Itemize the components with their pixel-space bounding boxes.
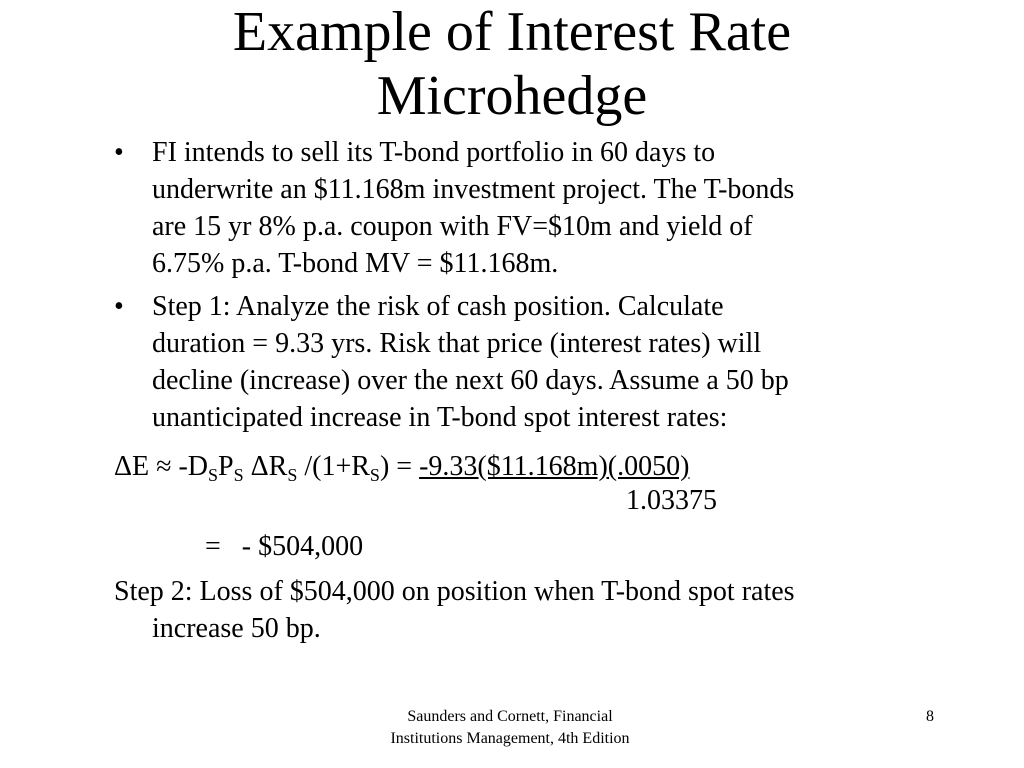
formula-lhs-part-d: /(1+R xyxy=(297,451,370,482)
bullet-2-line-1: Step 1: Analyze the risk of cash position. Calculate xyxy=(152,291,724,322)
step-2-text xyxy=(114,573,994,647)
bullet-1-line-3: are 15 yr 8% p.a. coupon with FV=$10m and yield of xyxy=(152,211,753,242)
slide-title-line-1: Example of Interest Rate xyxy=(232,1,792,63)
footer-citation xyxy=(330,706,690,750)
duration-formula xyxy=(114,448,689,485)
bullet-mark: • xyxy=(114,291,124,322)
page-number: 8 xyxy=(926,708,934,725)
bullet-2-line-3: decline (increase) over the next 60 days. Assume a 50 bp xyxy=(152,365,789,396)
bullet-mark: • xyxy=(114,137,124,168)
footer-citation-line-2: Institutions Management, 4th Edition xyxy=(390,730,630,747)
bullet-2-line-2: duration = 9.33 yrs. Risk that price (interest rates) will xyxy=(152,328,762,359)
bullet-1-line-1: FI intends to sell its T-bond portfolio in 60 days to xyxy=(152,137,716,168)
bullet-2-line-4: unanticipated increase in T-bond spot interest rates: xyxy=(152,402,728,433)
slide-title xyxy=(0,0,1024,128)
step-2-line-2: increase 50 bp. xyxy=(152,613,321,644)
formula-lhs-part-a: ΔE ≈ -D xyxy=(114,451,209,482)
formula-lhs-part-b: P xyxy=(218,451,234,482)
formula-subscript-3: S xyxy=(287,465,298,485)
formula-result: = - $504,000 xyxy=(205,531,364,562)
formula-denominator: 1.03375 xyxy=(626,485,717,516)
footer-citation-line-1: Saunders and Cornett, Financial xyxy=(407,708,613,725)
bullet-1-line-4: 6.75% p.a. T-bond MV = $11.168m. xyxy=(152,248,559,279)
formula-subscript-4: S xyxy=(369,465,380,485)
step-2-line-1: Step 2: Loss of $504,000 on position when T-bond spot rates xyxy=(114,576,795,607)
formula-lhs-part-e: ) = xyxy=(379,451,420,482)
formula-lhs-part-c: ΔR xyxy=(243,451,288,482)
bullet-item-2 xyxy=(114,288,974,436)
slide-title-line-2: Microhedge xyxy=(376,65,648,127)
formula-numerator: -9.33($11.168m)(.0050) xyxy=(419,451,690,482)
formula-subscript-1: S xyxy=(208,465,219,485)
bullet-item-1 xyxy=(114,134,974,282)
formula-subscript-2: S xyxy=(233,465,244,485)
bullet-1-line-2: underwrite an $11.168m investment project. The T-bonds xyxy=(152,174,795,205)
slide-body xyxy=(114,134,974,442)
